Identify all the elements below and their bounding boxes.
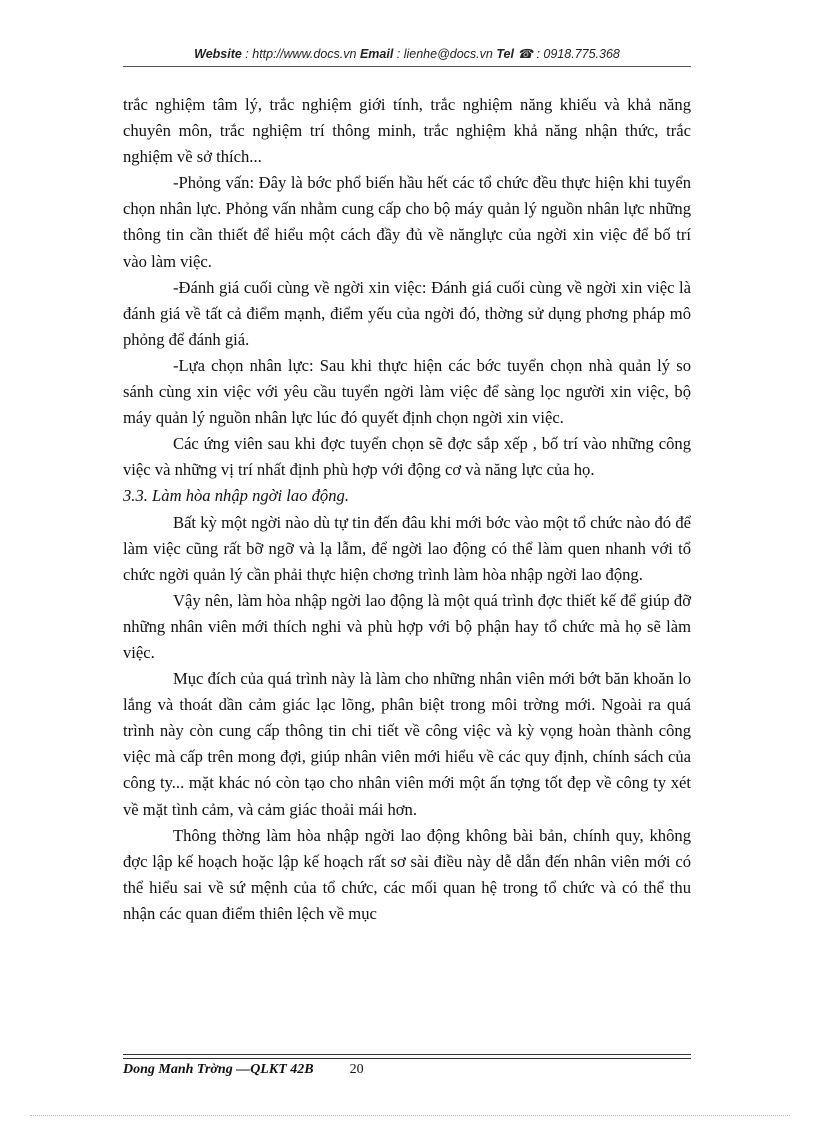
- website-label: Website: [194, 47, 242, 61]
- page-header: [123, 46, 691, 61]
- email-label: Email: [359, 47, 394, 61]
- website-value: : http://www.docs.vn: [241, 47, 360, 61]
- paragraph-7: Vậy nên, làm hòa nhập ngời lao động là một quá trình đợc thiết kế để giúp đỡ những nhân viên mới thích nghi và phù hợp với bộ phận hay tổ chức mà họ sẽ làm việc.: [123, 590, 691, 662]
- paragraph-2: -Phỏng vấn: Đây là bớc phổ biến hầu hết các tổ chức đều thực hiện khi tuyển chọn nhân lực. Phỏng vấn nhằm cung cấp cho bộ máy quản lý nguồn nhân lực những thông tin cần thiết để hiểu một cách đầy đủ về nănglực của ngời xin việc để bố trí vào làm việc.: [123, 173, 691, 271]
- page-bottom-dotted-line: [30, 1115, 790, 1116]
- paragraph-1: trắc nghiệm tâm lý, trắc nghiệm giới tính, trắc nghiệm năng khiếu và khả năng chuyên môn, trắc nghiệm trí thông minh, trắc nghiệm khả năng nhận thức, trắc nghiệm về sở thích...: [123, 95, 691, 167]
- paragraph-9: Thông thờng làm hòa nhập ngời lao động không bài bản, chính quy, không đợc lập kế hoạch hoặc lập kế hoạch rất sơ sài điều này dễ dẫn đến nhân viên mới có thể hiểu sai về sứ mệnh của tổ chức, các mối quan hệ trong tổ chức và có thể thu nhận các quan điểm thiên lệch về mục: [123, 825, 691, 923]
- tel-label: Tel: [496, 47, 514, 61]
- document-body: [123, 92, 691, 927]
- page-footer: [123, 1062, 364, 1078]
- email-value: : lienhe@docs.vn: [393, 47, 497, 61]
- section-heading: 3.3. Làm hòa nhập ngời lao động.: [123, 486, 349, 506]
- header-rule: [123, 66, 691, 67]
- paragraph-4: -Lựa chọn nhân lực: Sau khi thực hiện các bớc tuyển chọn nhà quản lý so sánh cùng xin việc với yêu cầu tuyển ngời làm việc để sàng lọc người xin việc, bộ máy quản lý nguồn nhân lực lúc đó quyết định chọn ngời xin việc.: [123, 355, 691, 428]
- page-number: 20: [349, 1062, 364, 1077]
- paragraph-8: Mục đích của quá trình này là làm cho những nhân viên mới bớt băn khoăn lo lắng và thoát dần cảm giác lạc lõng, phân biệt trong môi trờng mới. Ngoài ra quá trình này còn cung cấp thông tin chi tiết về công việc và kỳ vọng hoàn thành công việc mà cấp trên mong đợi, giúp nhân viên mới hiểu về các quy định, chính sách của công ty... mặt khác nó còn tạo cho nhân viên mới một ấn tợng tốt đẹp về công ty xét về mặt tình cảm, và cảm giác thoải mái hơn.: [123, 669, 691, 819]
- paragraph-3: -Đánh giá cuối cùng về ngời xin việc: Đánh giá cuối cùng về ngời xin việc là đánh giá về tất cả điểm mạnh, điểm yếu của ngời đó, thờng sử dụng phơng pháp mô phỏng để đánh giá.: [123, 277, 691, 349]
- tel-value: : 0918.775.368: [532, 47, 620, 61]
- footer-rule-double: [123, 1058, 691, 1059]
- paragraph-5: Các ứng viên sau khi đợc tuyển chọn sẽ đợc sắp xếp , bố trí vào những công việc và những vị trí nhất định phù hợp với động cơ và năng lực của họ.: [123, 434, 691, 480]
- footer-rule: [123, 1054, 691, 1055]
- footer-author: Dong Manh Trờng —QLKT 42B: [123, 1062, 314, 1077]
- phone-icon: ☎: [513, 47, 533, 61]
- paragraph-6: Bất kỳ một ngời nào dù tự tin đến đâu khi mới bớc vào một tổ chức nào đó để làm việc cũng rất bỡ ngỡ và lạ lẫm, để ngời lao động có thể làm quen nhanh với tổ chức ngời quản lý cần phải thực hiện chơng trình làm hòa nhập ngời lao động.: [123, 512, 691, 584]
